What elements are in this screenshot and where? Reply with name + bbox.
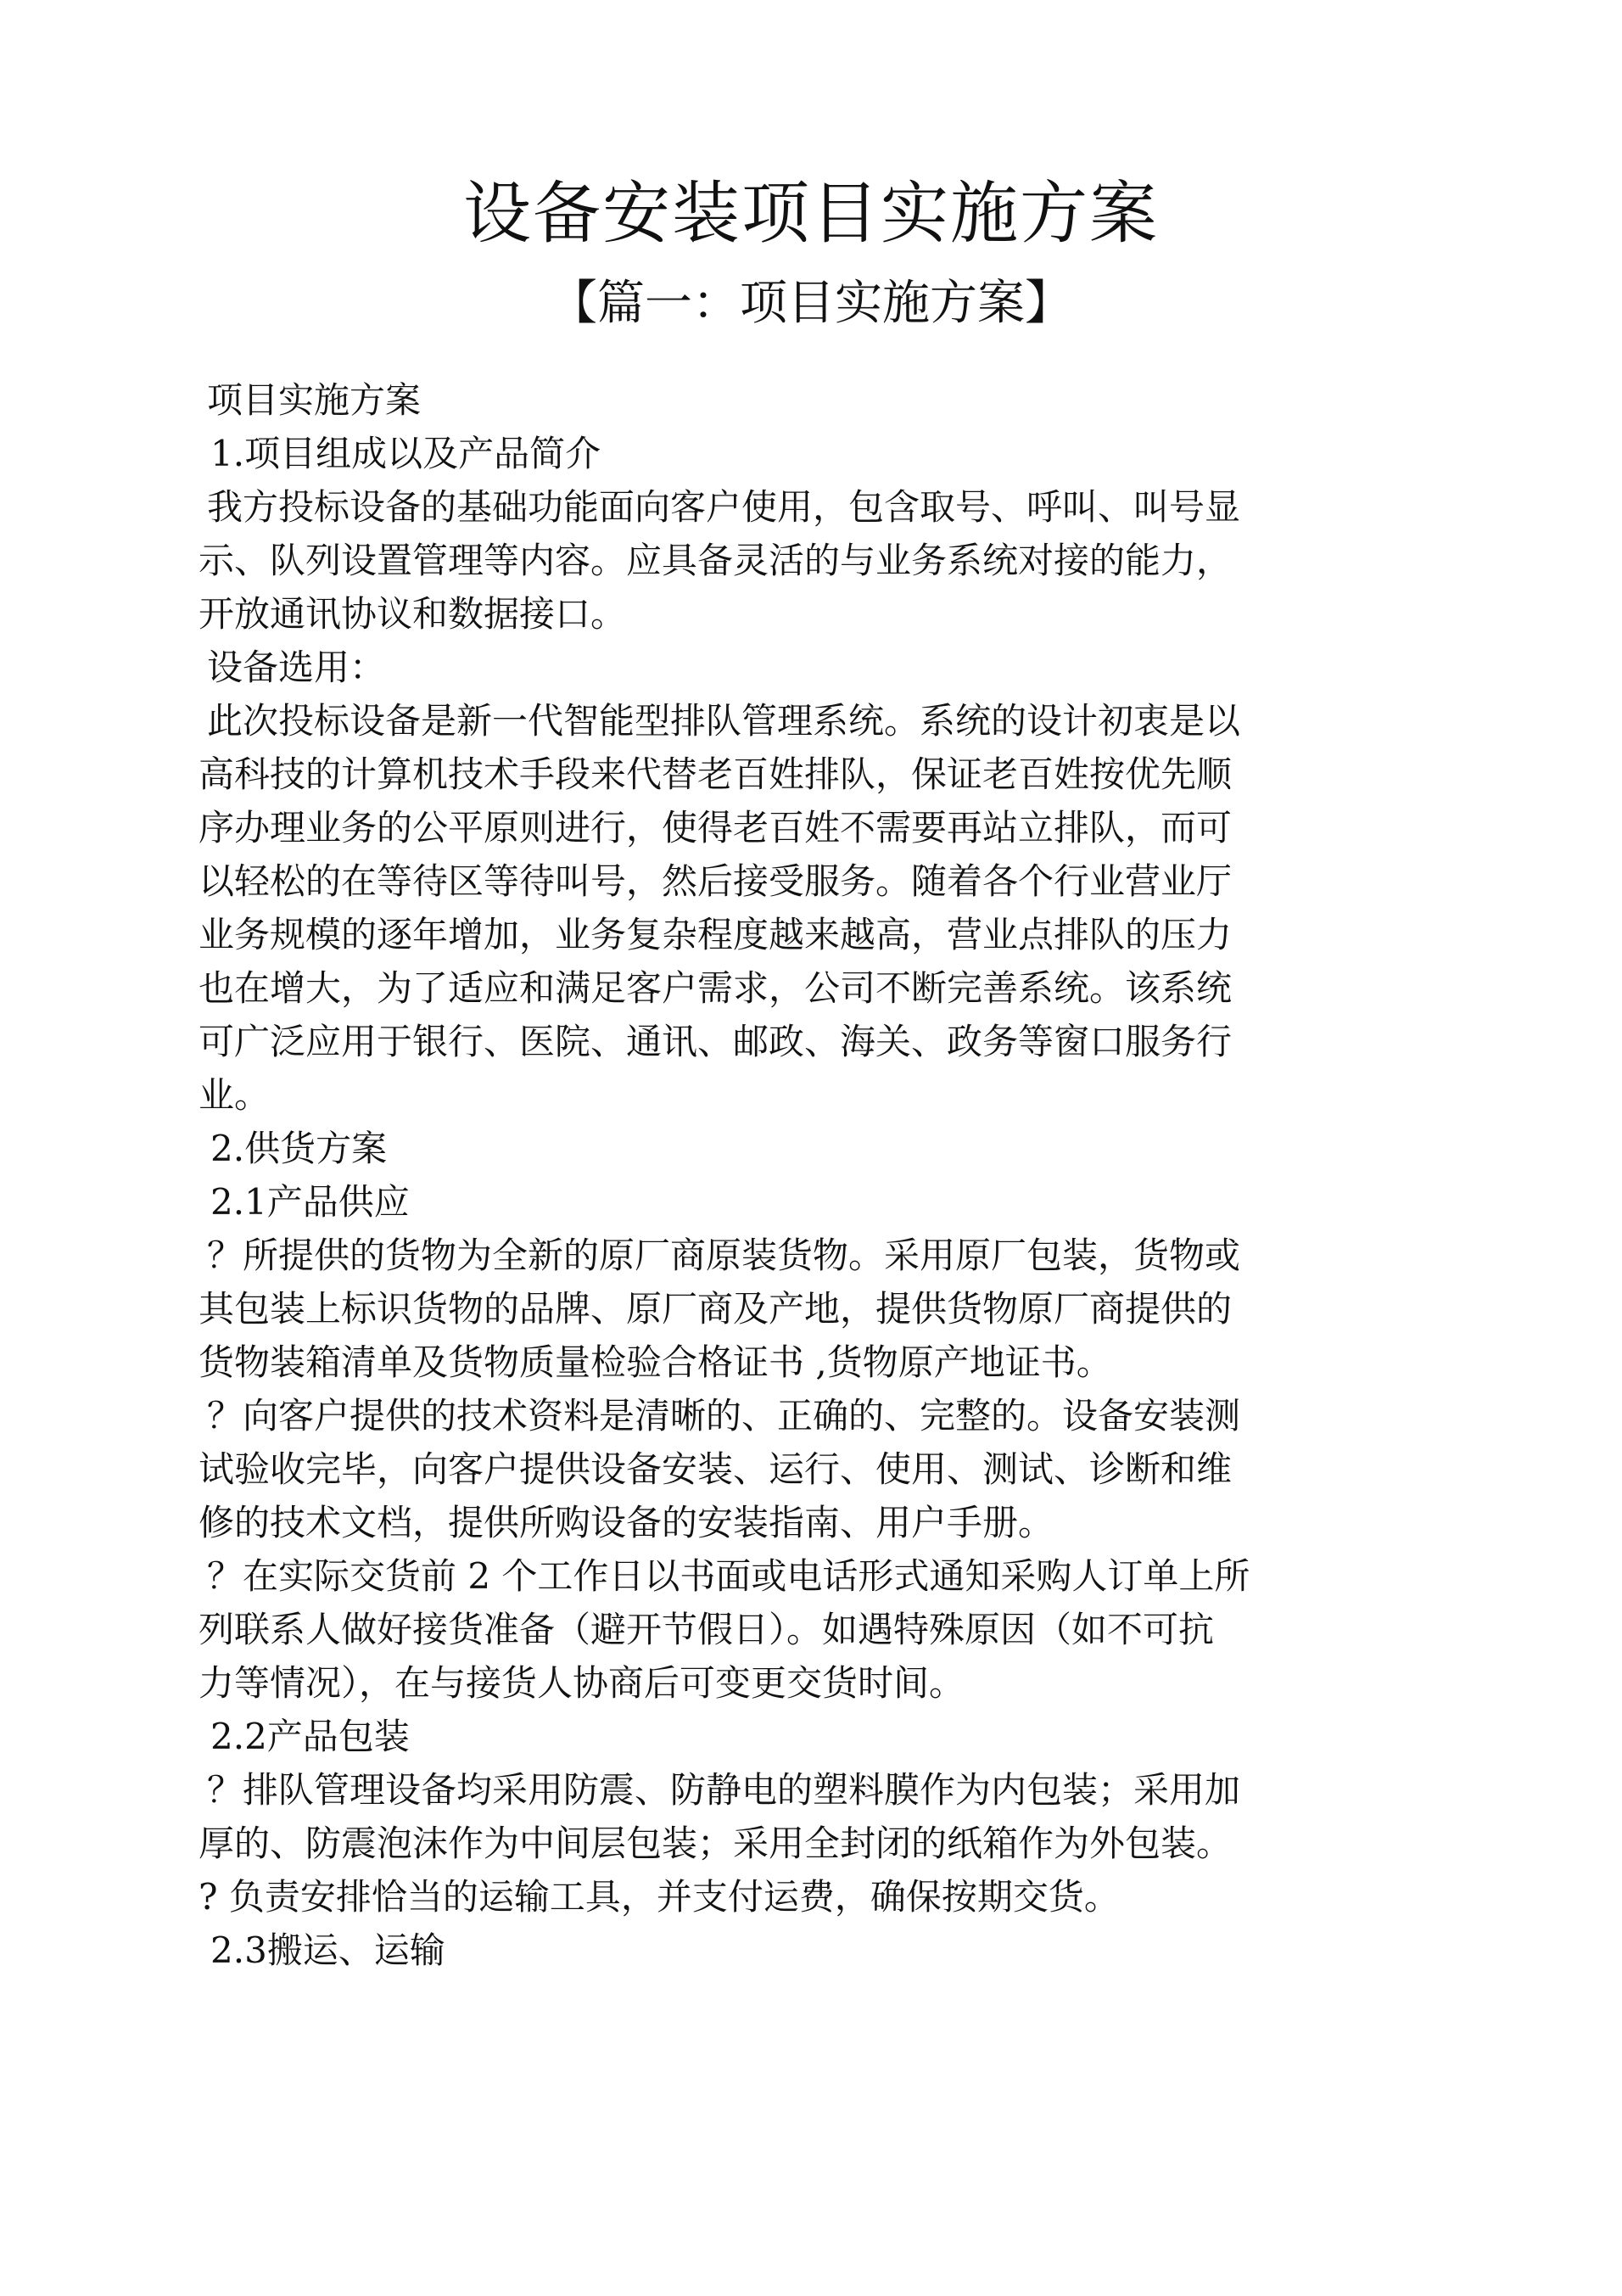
text-line: ？在实际交货前 2 个工作日以书面或电话形式通知采购人订单上所 [207,1555,1250,1597]
text-line: 也在增大，为了适应和满足客户需求，公司不断完善系统。该系统 [199,967,1233,1009]
text-line: 其包装上标识货物的品牌、原厂商及产地，提供货物原厂商提供的 [199,1288,1233,1330]
text-line: 试验收完毕，向客户提供设备安装、运行、使用、测试、诊断和维 [199,1448,1233,1490]
text-line: ？向客户提供的技术资料是清晰的、正确的、完整的。设备安装测 [207,1395,1241,1436]
document-body [199,373,1335,1977]
text-line: 力等情况），在与接货人协商后可变更交货时间。 [199,1662,965,1704]
text-line: 1.项目组成以及产品简介 [210,433,601,474]
text-line: 2.供货方案 [210,1128,388,1169]
text-line: 我方投标设备的基础功能面向客户使用，包含取号、呼叫、叫号显 [207,486,1241,528]
text-line: 设备选用： [207,647,386,688]
text-line: 可广泛应用于银行、医院、通讯、邮政、海关、政务等窗口服务行 [199,1021,1233,1062]
text-line: 业务规模的逐年增加，业务复杂程度越来越高，营业点排队的压力 [199,914,1233,955]
text-line: 2.1产品供应 [210,1181,410,1223]
text-line: ? 负责安排恰当的运输工具，并支付运费，确保按期交货。 [199,1876,1120,1918]
text-line: 以轻松的在等待区等待叫号，然后接受服务。随着各个行业营业厅 [199,860,1233,902]
text-line: 序办理业务的公平原则进行，使得老百姓不需要再站立排队，而可 [199,807,1233,848]
text-line: 业。 [199,1074,271,1116]
text-line: 货物装箱清单及货物质量检验合格证书 ,货物原产地证书。 [199,1341,1112,1383]
document-subtitle: 【篇一：项目实施方案】 [550,276,1072,331]
text-line: 列联系人做好接货准备（避开节假日）。如遇特殊原因（如不可抗 [199,1609,1215,1650]
text-line: 此次投标设备是新一代智能型排队管理系统。系统的设计初衷是以 [207,700,1241,742]
text-line: ？所提供的货物为全新的原厂商原装货物。采用原厂包装，货物或 [207,1235,1241,1276]
text-line: 示、队列设置管理等内容。应具备灵活的与业务系统对接的能力， [199,540,1233,581]
text-line: ？排队管理设备均采用防震、防静电的塑料膜作为内包装；采用加 [207,1769,1241,1811]
document-title: 设备安装项目实施方案 [463,174,1159,253]
text-line: 项目实施方案 [207,379,422,421]
text-line: 厚的、防震泡沫作为中间层包装；采用全封闭的纸箱作为外包装。 [199,1823,1233,1864]
text-line: 2.3搬运、运输 [210,1929,445,1971]
text-line: 2.2产品包装 [210,1716,410,1757]
text-line: 高科技的计算机技术手段来代替老百姓排队，保证老百姓按优先顺 [199,753,1233,795]
text-line: 修的技术文档，提供所购设备的安装指南、用户手册。 [199,1502,1054,1543]
text-line: 开放通讯协议和数据接口。 [199,593,627,635]
